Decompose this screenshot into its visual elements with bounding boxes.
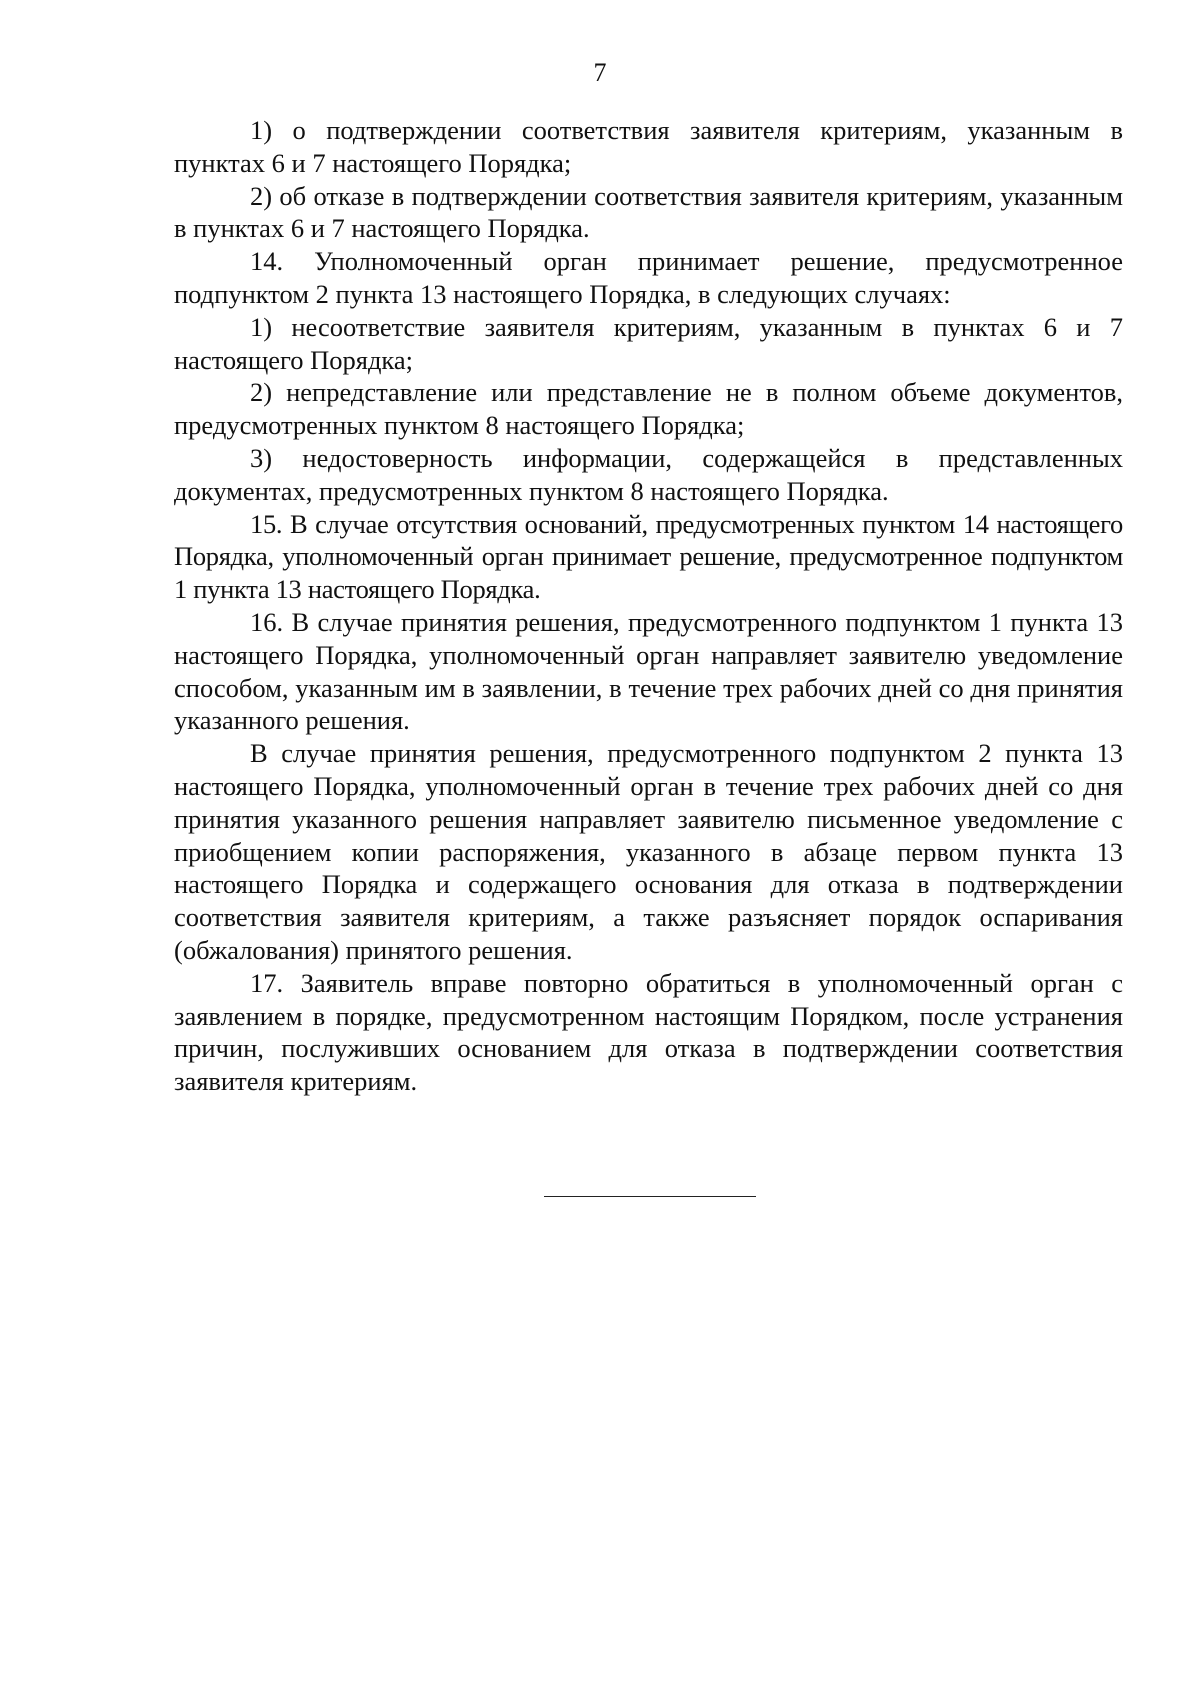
document-body: [174, 114, 1123, 1098]
clause-16-paragraph-2: В случае принятия решения, предусмотренного подпунктом 2 пункта 13 настоящего Порядка, уполномоченный орган в течение трех рабочих дней со дня принятия указанного решения направляет заявителю письменное уведомление с приобщением копии распоряжения, указанного в абзаце первом пункта 13 настоящего Порядка и содержащего основания для отказа в подтверждении соответствия заявителя критериям, а также разъясняет порядок оспаривания (обжалования) принятого решения.: [174, 738, 1123, 965]
clause-14: 14. Уполномоченный орган принимает решение, предусмотренное подпунктом 2 пункта 13 настоящего Порядка, в следующих случаях:: [174, 246, 1123, 309]
clause-17: 17. Заявитель вправе повторно обратиться в уполномоченный орган с заявлением в порядке, предусмотренном настоящим Порядком, после устранения причин, послуживших основанием для отказа в подтверждении соответствия заявителя критериям.: [174, 967, 1123, 1097]
page-number: 7: [593, 58, 607, 87]
clause-14-subitem-3: 3) недостоверность информации, содержащейся в представленных документах, предусмотренных пунктом 8 настоящего Порядка.: [174, 442, 1123, 506]
clause-14-subitem-2: 2) непредставление или представление не в полном объеме документов, предусмотренных пунктом 8 настоящего Порядка;: [174, 377, 1123, 441]
subitem-1-confirmation: 1) о подтверждении соответствия заявителя критериям, указанным в пунктах 6 и 7 настоящего Порядка;: [174, 115, 1123, 178]
end-of-text-rule: [544, 1196, 756, 1197]
clause-15: 15. В случае отсутствия оснований, предусмотренных пунктом 14 настоящего Порядка, уполномоченный орган принимает решение, предусмотренное подпунктом 1 пункта 13 настоящего Порядка.: [174, 508, 1123, 605]
clause-14-subitem-1: 1) несоответствие заявителя критериям, указанным в пунктах 6 и 7 настоящего Порядка;: [174, 311, 1123, 375]
clause-16: 16. В случае принятия решения, предусмотренного подпунктом 1 пункта 13 настоящего Порядка, уполномоченный орган направляет заявителю уведомление способом, указанным им в заявлении, в течение трех рабочих дней со дня принятия указанного решения.: [174, 606, 1123, 736]
subitem-2-refusal: 2) об отказе в подтверждении соответствия заявителя критериям, указанным в пунктах 6 и 7 настоящего Порядка.: [174, 180, 1123, 244]
